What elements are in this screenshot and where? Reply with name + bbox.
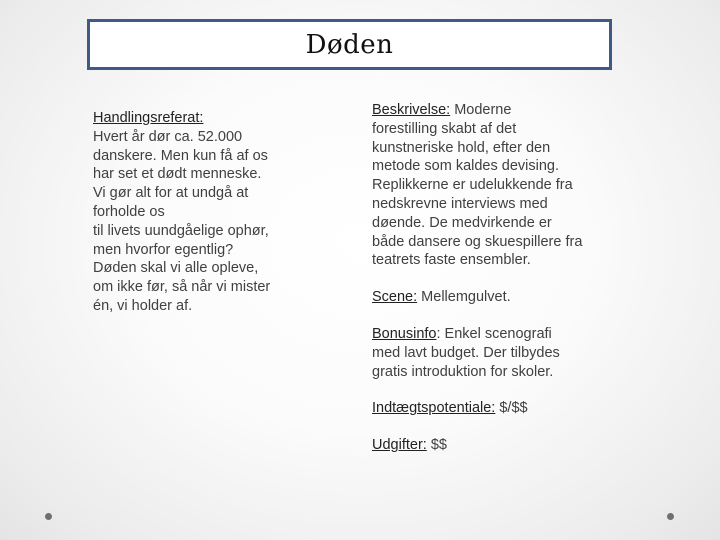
synopsis-heading: Handlingsreferat: xyxy=(93,110,204,126)
revenue-block xyxy=(372,399,622,418)
expenses-value: $$ xyxy=(426,437,447,454)
synopsis-line: men hvorfor egentlig? xyxy=(93,241,234,258)
scene-value: Mellemgulvet. xyxy=(417,289,511,306)
description-first-line xyxy=(372,101,622,120)
description-text: Moderne xyxy=(450,102,512,118)
description-block xyxy=(372,101,622,270)
bonus-block xyxy=(372,325,622,381)
scene-block xyxy=(372,288,622,307)
synopsis-line: Vi gør alt for at undgå at xyxy=(93,185,249,202)
decorative-dot-left xyxy=(45,513,52,520)
synopsis-line: til livets uundgåelige ophør, xyxy=(93,222,269,239)
revenue-value: $/$$ xyxy=(495,400,528,417)
title-box xyxy=(87,19,612,70)
description-line: forestilling skabt af det xyxy=(372,120,517,137)
synopsis-line: Hvert år dør ca. 52.000 xyxy=(93,128,243,145)
synopsis-line: danskere. Men kun få af os xyxy=(93,147,268,164)
description-line: både dansere og skuespillere fra xyxy=(372,233,583,250)
description-line: teatrets faste ensembler. xyxy=(372,252,531,269)
bonus-line: med lavt budget. Der tilbydes xyxy=(372,344,560,361)
description-line: kunstneriske hold, efter den xyxy=(372,139,551,156)
details-column xyxy=(372,101,622,473)
expenses-block xyxy=(372,436,622,455)
revenue-label: Indtægtspotentiale: xyxy=(372,400,496,417)
synopsis-line: Døden skal vi alle opleve, xyxy=(93,260,259,277)
bonus-colon: : xyxy=(436,325,441,342)
scene-label: Scene: xyxy=(372,289,418,306)
description-line: nedskrevne interviews med xyxy=(372,195,548,212)
slide-title: Døden xyxy=(305,29,394,60)
synopsis-line: forholde os xyxy=(93,203,165,220)
bonus-line: gratis introduktion for skoler. xyxy=(372,363,554,380)
synopsis-line: om ikke før, så når vi mister xyxy=(93,279,271,296)
bonus-text: Enkel scenografi xyxy=(440,325,552,342)
description-line: metode som kaldes devising. xyxy=(372,158,559,175)
description-label: Beskrivelse: xyxy=(372,102,451,118)
synopsis-line: én, vi holder af. xyxy=(93,297,193,314)
decorative-dot-right xyxy=(667,513,674,520)
description-line: Replikkerne er udelukkende fra xyxy=(372,177,573,194)
synopsis-line: har set et dødt menneske. xyxy=(93,166,262,183)
description-line: døende. De medvirkende er xyxy=(372,214,552,231)
bonus-label: Bonusinfo xyxy=(372,325,437,342)
expenses-label: Udgifter: xyxy=(372,437,427,454)
synopsis-column xyxy=(93,109,308,316)
